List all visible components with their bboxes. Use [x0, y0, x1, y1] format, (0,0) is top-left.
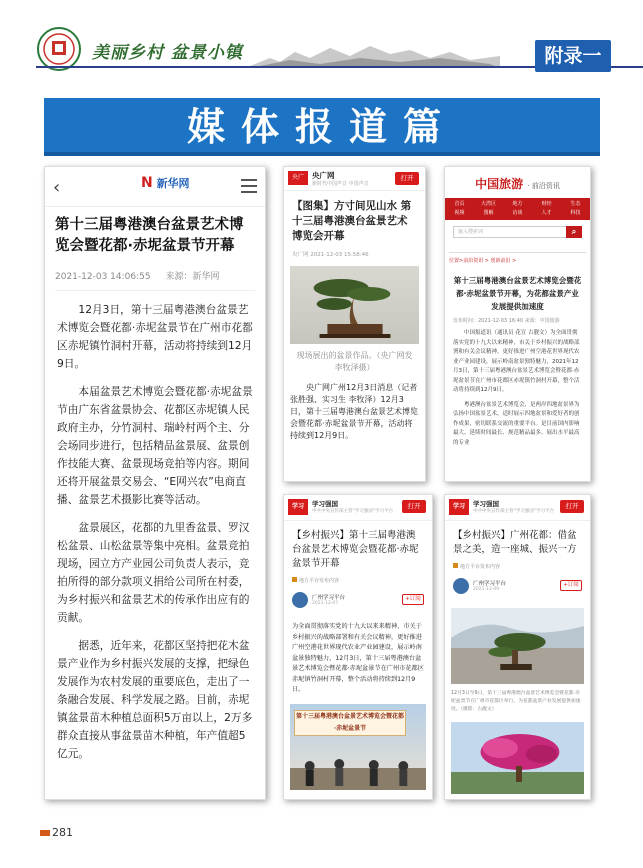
avatar — [292, 592, 308, 608]
publish-date: 2021-12-07 — [312, 601, 339, 606]
article-title: 【乡村振兴】广州花都：借盆景之美，造一座城、振兴一方 — [453, 530, 577, 555]
nav-item[interactable]: 访谈 — [512, 210, 523, 216]
app-topbar — [284, 167, 425, 191]
article-title: 【乡村振兴】第十三届粤港澳台盆景艺术博览会暨花都·赤坭盆景节开幕 — [292, 530, 419, 569]
chinatour-article-card — [444, 166, 591, 482]
article-paragraph: 央广网广州12月3日消息（记者张胜强、实习生 李牧泽）12月3日，第十三届粤港澳台盆景艺术博览会暨花都·赤坭盆景节开幕，活动将持续到12月9日。 — [290, 383, 418, 440]
bonsai-exhibition-photo — [451, 608, 584, 684]
article-paragraph: 盆景展区，花都的九里香盆景、罗汉松盆景、山松盆景等集中亮相。盆景竞拍现场，园立方产业园公司负责人表示，竞拍所得的部分款项义捐给公司所在村委，为乡村振兴和盆景艺术的传承作出应有的贡献。 — [57, 521, 250, 624]
nav-item[interactable]: 人才 — [541, 210, 552, 216]
article-title: 【图集】方寸间见山水 第十三届粤港澳台盆景艺术博览会开幕 — [292, 200, 412, 242]
bougainvillea-photo — [451, 722, 584, 794]
article-meta: 央广网 2021-12-03 15:58:46 — [292, 252, 369, 258]
search-input[interactable]: 输入搜索词 ⌕ — [453, 226, 582, 238]
xinhua-logo: N 新华网 — [141, 175, 190, 191]
skyline-illustration — [250, 28, 500, 68]
open-app-button[interactable]: 打开 — [395, 172, 419, 185]
xinhua-article-card — [44, 166, 266, 800]
source-sub: 新时代中国声音 中国声音 — [312, 181, 369, 187]
photo-caption: 现场展出的盆景作品。（央广网发 李牧泽摄） — [296, 351, 413, 372]
source-sub: 中共中央宣传部主管“学习强国”学习平台 — [473, 509, 555, 514]
bonsai-photo — [290, 266, 419, 344]
xuexi-logo: 学习 — [449, 499, 469, 515]
app-topbar — [45, 167, 265, 207]
open-app-button[interactable]: 打开 — [402, 500, 426, 513]
platform-tag: 地方平台发布内容 — [453, 563, 582, 570]
platform-tag: 地方平台发布内容 — [292, 577, 424, 584]
app-topbar — [284, 495, 432, 521]
page-number: 281 — [40, 826, 73, 839]
open-app-button[interactable]: 打开 — [560, 500, 584, 513]
xuexi-article-card-1 — [283, 494, 433, 800]
source-name: 学习强国 — [312, 500, 338, 508]
site-nav — [445, 198, 590, 220]
subscribe-button[interactable]: +订阅 — [560, 580, 582, 591]
article-paragraph: 中国报道讯（通讯员 花宣 古靓文）为全面贯彻落实党的十九大以来精神，市关于乡村振兴的战略部署和有关会议精神，更好推进广州空港花世界现代农业产业园建设，展示岭南盆景独特魅力，2021年12月3日，第十三届粤港澳台盆景艺术博览会暨花都·赤坭盆景节在广州市花都区赤坭镇竹洞村开幕，整个活动将持续到12月9日。 — [453, 330, 580, 393]
opening-ceremony-photo — [290, 704, 426, 790]
article-paragraph: 本届盆景艺术博览会暨花都·赤坭盆景节由广东省盆景协会、花都区赤坭镇人民政府主办，分竹洞村、瑞岭村两个主、分会场同步进行，包括精品盆景展、盆景创作技能大赛、盆景现场竞拍等内容。期间还将开展盆景交易会、“E网兴农”电商直播、盆景艺术摄影比赛等活动。 — [57, 385, 253, 506]
source-name: 央广网 — [312, 171, 335, 180]
article-title: 第十三届粤港澳台盆景艺术博览会暨花都·赤坭盆景节开幕 — [55, 217, 244, 254]
avatar — [453, 578, 469, 594]
nav-item[interactable]: 生态 — [570, 201, 581, 207]
app-topbar — [445, 495, 590, 521]
chinatour-logo: 中国旅游 · 前沿资讯 — [475, 177, 560, 191]
xuexi-article-card-2 — [444, 494, 591, 800]
article-paragraph: 粤港澳台盆景艺术博览会，是两岸四地盆景界为弘扬中国盆景艺术，适时展示四地盆景和爱好者的创作成果，密切联系交流的重要平台。是目前国内影响最大、延续时间最长、规范精品最多、展出水平最高的专业 — [453, 401, 580, 446]
nav-item[interactable]: 视频 — [454, 210, 465, 216]
publish-date: 2021-12-09 — [473, 587, 500, 592]
article-paragraph: 据悉，近年来，花都区坚持把花木盆景产业作为乡村振兴发展的支撑，把绿色发展作为农村发展的重要底色，走出了一条融合发展、科学发展之路。目前，赤坭镇盆景苗木种植总面积5万亩以上，2万多群众直接从事盆景苗木种植，年产值超5亿元。 — [57, 639, 253, 760]
nav-item[interactable]: 财经 — [541, 201, 552, 207]
author-row — [292, 590, 424, 612]
article-meta — [45, 257, 265, 282]
author-row — [453, 576, 582, 598]
nav-item[interactable]: 首页 — [454, 201, 465, 207]
photo-caption: 12月3日至9日，第十三届粤港澳台盆景艺术博览会暨花都·赤坭盆景节在广州市花都区举行。为花都盆景产业发展提供加速度。（摄影：古靓文） — [451, 691, 581, 712]
source-name: 学习强国 — [473, 500, 499, 508]
search-icon[interactable]: ⌕ — [566, 226, 582, 238]
author-name: 广州学习平台 — [312, 595, 346, 601]
back-arrow-icon[interactable]: ‹ — [53, 177, 61, 198]
slogan: 美丽乡村 盆景小镇 — [92, 43, 243, 63]
menu-icon[interactable] — [241, 179, 257, 197]
xuexi-logo: 学习 — [288, 499, 308, 515]
source-sub: 中共中央宣传部主管“学习强国”学习平台 — [312, 509, 394, 514]
nav-item[interactable]: 图解 — [483, 210, 494, 216]
article-paragraph: 为全面贯彻落实党的十九大以来来精神、市关于乡村振兴的战略部署和有关会议精神，更好推进广州空港花世界现代农业产业园建设，展示岭南盆景独特魅力，12月3日，第十三届粤港澳台盆景艺术博览会暨花都·赤坭盆景节在广州市花都区赤坭镇竹洞村开幕，整个活动将持续到12月9日。 — [292, 623, 424, 693]
subscribe-button[interactable]: +订阅 — [402, 594, 424, 605]
article-paragraph: 12月3日，第十三届粤港澳台盆景艺术博览会暨花都·赤坭盆景节在广州市花都区赤坭镇竹洞村开幕，活动将持续到12月9日。 — [57, 303, 253, 370]
article-meta: 发布时间：2021-12-03 16:40 来源：中国旅游 — [453, 318, 560, 324]
breadcrumb: 位置>前沿资讯 > 创新前沿 > — [449, 252, 586, 264]
article-date: 2021-12-03 14:06:55 — [55, 272, 151, 282]
appendix-badge: 附录一 — [535, 40, 611, 72]
event-backdrop: 第十三届粤港澳台盆景艺术博览会暨花都·赤坭盆景节 — [294, 710, 406, 736]
nav-item[interactable]: 大湾区 — [480, 201, 496, 207]
cnr-logo: 央广 — [288, 171, 308, 185]
article-title: 第十三届粤港澳台盆景艺术博览会暨花都·赤坭盆景节开幕，为花都盆景产业发展提供加速度 — [453, 276, 582, 311]
nav-item[interactable]: 科技 — [570, 210, 581, 216]
nav-item[interactable]: 地方 — [512, 201, 523, 207]
author-name: 广州学习平台 — [473, 581, 507, 587]
cnr-article-card — [283, 166, 426, 482]
section-banner: 媒体报道篇 — [44, 98, 600, 156]
article-source: 来源：新华网 — [165, 272, 220, 282]
